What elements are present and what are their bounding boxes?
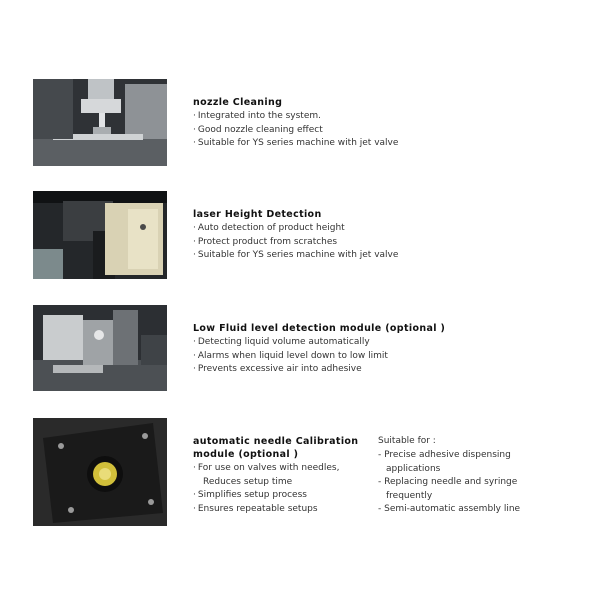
- feature-bullet: · Suitable for YS series machine with jet valve: [193, 137, 398, 151]
- feature-bullet: · For use on valves with needles,: [193, 462, 358, 476]
- suitable-for-heading: Suitable for :: [378, 436, 436, 446]
- feature-bullet-continuation: Reduces setup time: [203, 476, 293, 487]
- feature-bullet: · Simplifies setup process: [193, 489, 358, 503]
- feature-nozzle-cleaning: [193, 96, 398, 151]
- suitable-item: - Precise adhesive dispensing: [378, 449, 520, 463]
- feature-bullet: · Ensures repeatable setups: [193, 503, 358, 517]
- feature-bullet: · Suitable for YS series machine with jet valve: [193, 249, 398, 263]
- feature-bullet: · Protect product from scratches: [193, 236, 398, 250]
- feature-title: Low Fluid level detection module (optional ): [193, 323, 446, 334]
- nozzle-cleaning-photo: [33, 79, 167, 166]
- suitable-item: - Replacing needle and syringe: [378, 476, 520, 490]
- feature-fluid-level: [193, 322, 445, 377]
- laser-height-photo: [33, 191, 167, 279]
- feature-title-line1: automatic needle Calibration: [193, 436, 359, 447]
- feature-bullet: · Auto detection of product height: [193, 222, 398, 236]
- suitable-item-continuation: applications: [386, 463, 441, 474]
- feature-title: laser Height Detection: [193, 209, 322, 220]
- feature-needle-calibration: [193, 435, 358, 516]
- feature-bullet: · Integrated into the system.: [193, 110, 398, 124]
- feature-laser-height: [193, 208, 398, 263]
- feature-bullet: · Detecting liquid volume automatically: [193, 336, 445, 350]
- needle-calibration-photo: [33, 418, 167, 526]
- feature-bullet: · Prevents excessive air into adhesive: [193, 363, 445, 377]
- suitable-for-list: [378, 435, 520, 517]
- feature-bullet: · Good nozzle cleaning effect: [193, 124, 398, 138]
- suitable-item: - Semi-automatic assembly line: [378, 503, 520, 517]
- suitable-item-continuation: frequently: [386, 490, 433, 501]
- fluid-level-photo: [33, 305, 167, 391]
- feature-bullet: · Alarms when liquid level down to low limit: [193, 350, 445, 364]
- feature-title-line2: module (optional ): [193, 449, 299, 460]
- feature-title: nozzle Cleaning: [193, 97, 283, 108]
